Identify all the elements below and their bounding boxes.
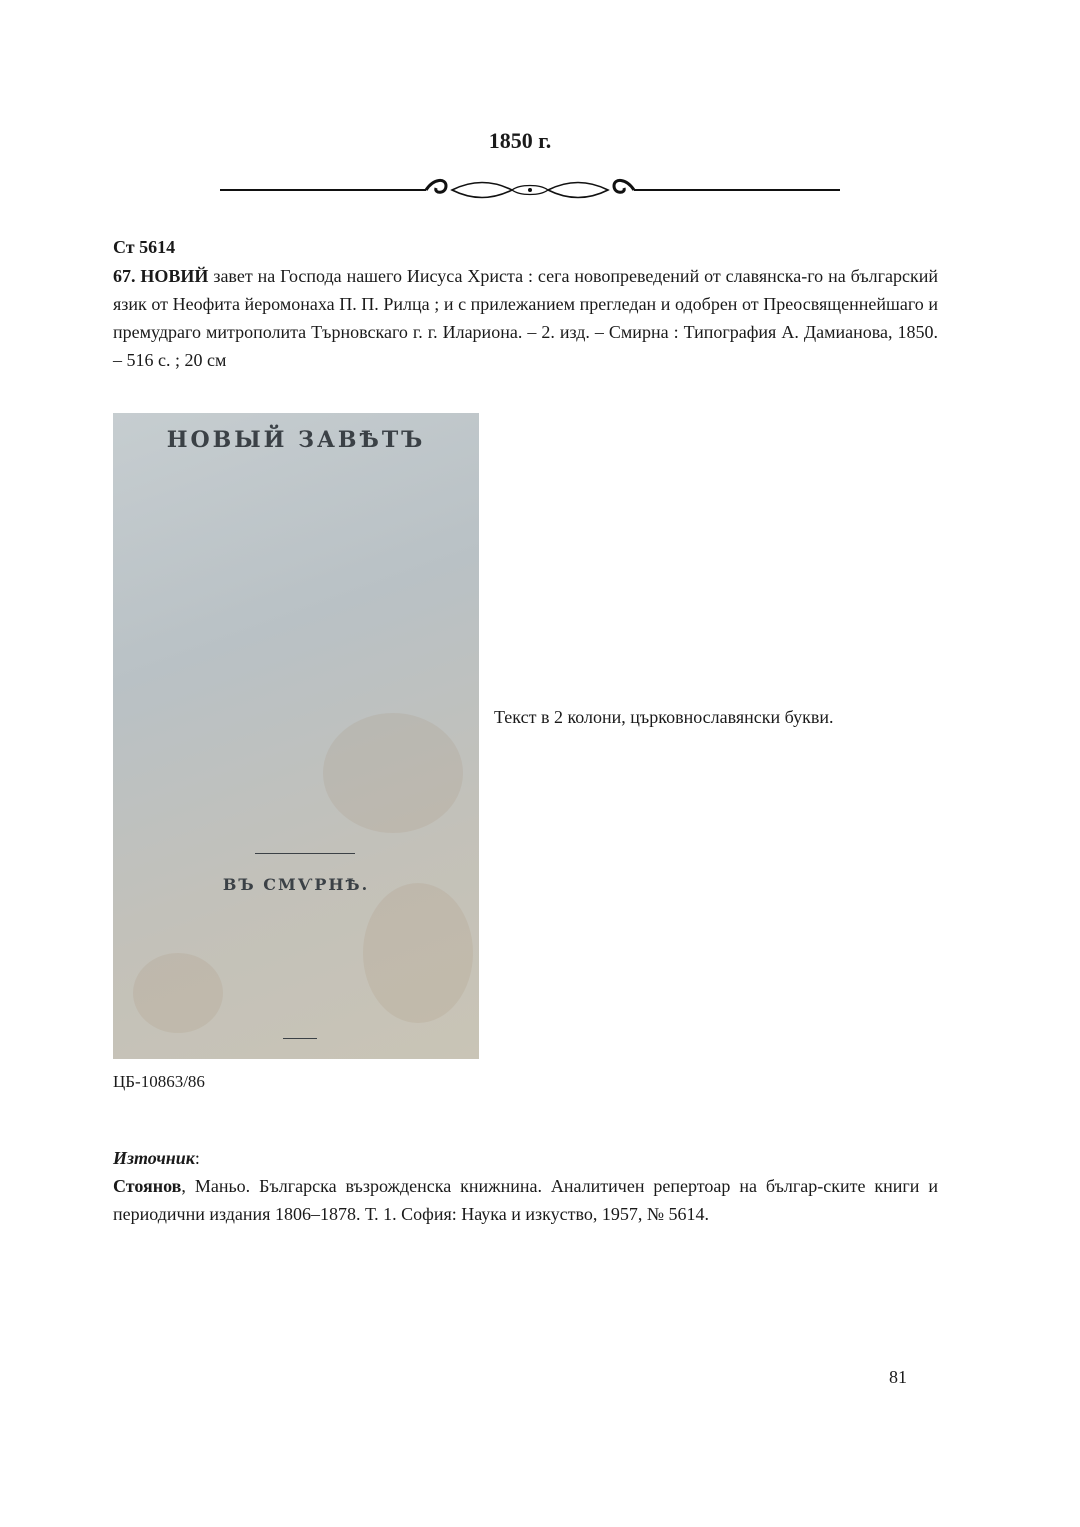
side-note: Текст в 2 колони, църковнославянски букви. [494, 707, 834, 727]
entry-code: Ст 5614 [113, 237, 176, 257]
entry-description: завет на Господа нашего Иисуса Христа : сега новопреведений от славянска-го на българский язик от Неофита йеромонаха П. П. Рилца ; и с прилежанием прегледан и одобрен от Преосвященнейшаго и премудраго митрополита Търновскаго г. г. Илариона. – 2. изд. – Смирна : Типография А. Дамианова, 1850. – 516 с. ; 20 см [113, 266, 938, 370]
title-page-photo [113, 413, 479, 1059]
source-citation [113, 1172, 938, 1228]
photo-edition-rule [255, 853, 355, 854]
call-number: ЦБ-10863/86 [113, 1072, 205, 1091]
entry-lead: 67. НОВИЙ [113, 266, 209, 286]
photo-date-rule [283, 1038, 317, 1039]
source-label: Източник [113, 1148, 195, 1168]
photo-place-line: ВЪ СМѴРНѢ. [222, 875, 370, 894]
source-text: , Маньо. Българска възрожденска книжнина. Аналитичен репертоар на българ-ските книги и периодични издания 1806–1878. Т. 1. София: Наука и изкуство, 1957, № 5614. [113, 1176, 938, 1224]
source-author: Стоянов [113, 1176, 182, 1196]
page-number: 81 [889, 1367, 907, 1387]
photo-title-line: НОВЫЙ ЗАВѢТЪ [166, 427, 426, 453]
bibliographic-entry [113, 262, 938, 374]
year-heading: 1850 г. [488, 128, 552, 153]
source-heading: Източник: [113, 1148, 200, 1168]
ornamental-divider [220, 172, 840, 208]
